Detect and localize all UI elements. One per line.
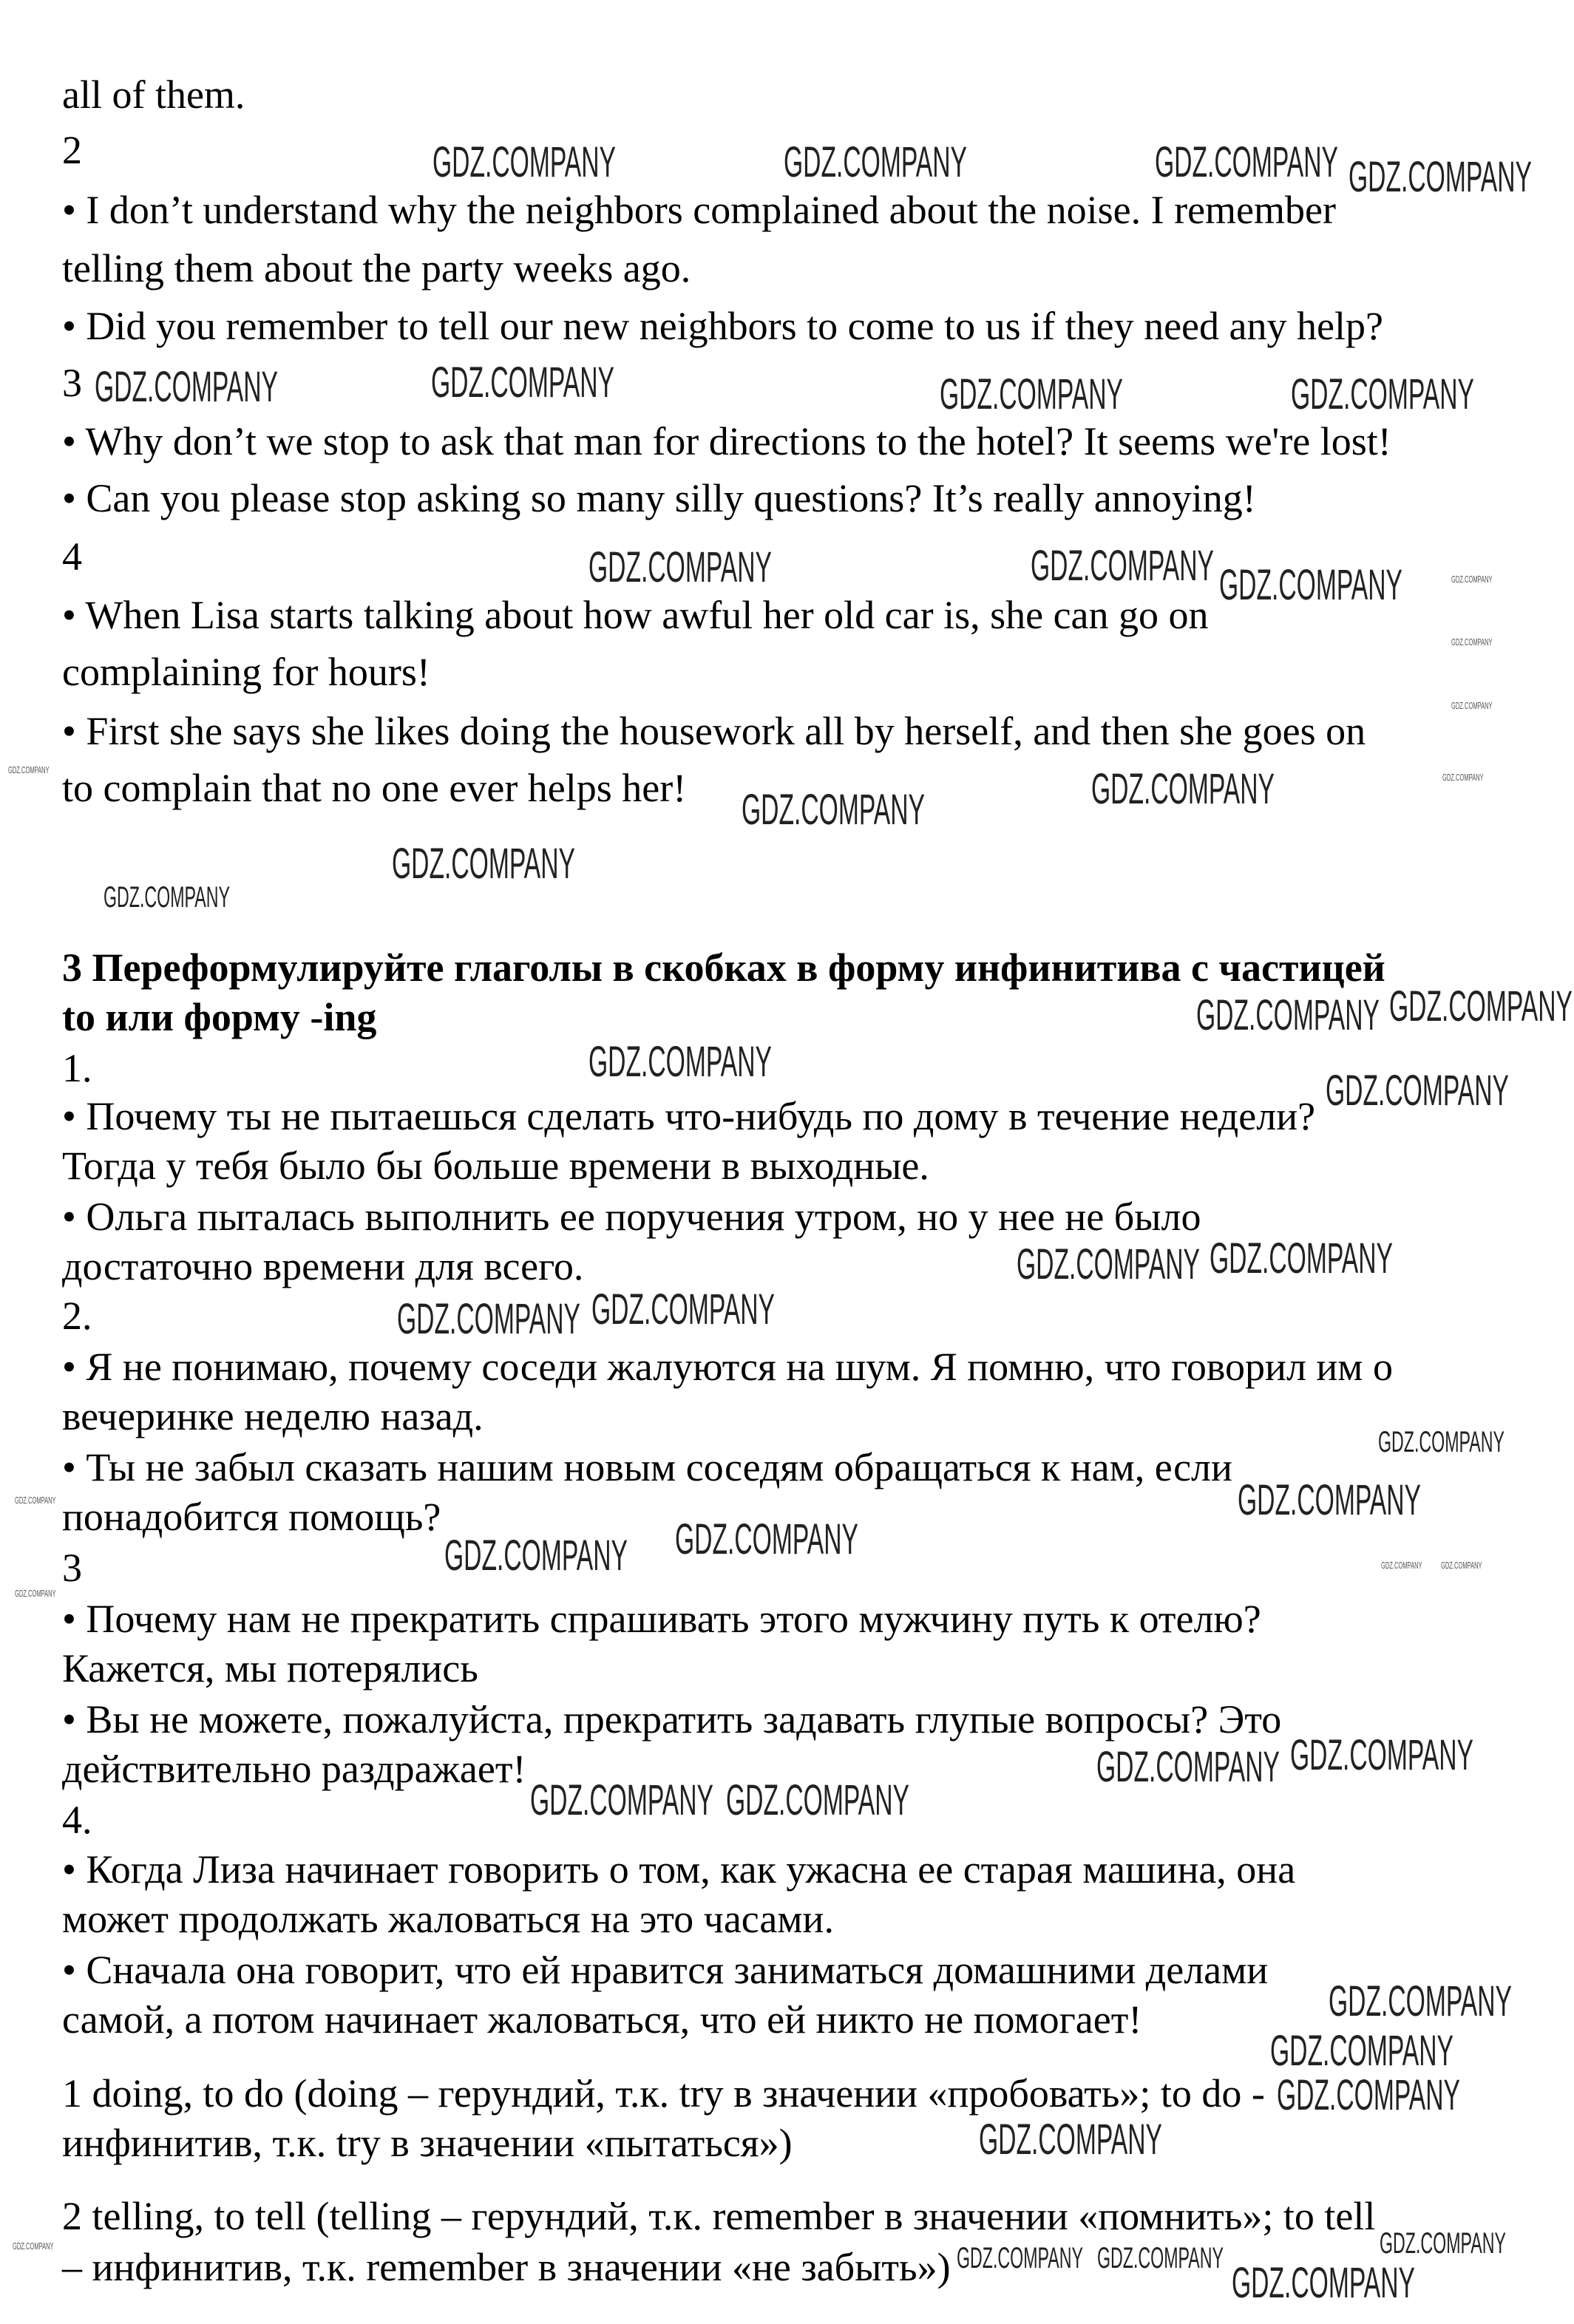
watermark: GDZ.COMPANY	[1096, 1743, 1280, 1791]
text-line: • Why don’t we stop to ask that man for directions to the hotel? It seems we're lost!	[62, 419, 1391, 463]
text-line: • Вы не можете, пожалуйста, прекратить задавать глупые вопросы? Это	[62, 1697, 1282, 1742]
watermark: GDZ.COMPANY	[1210, 1234, 1393, 1282]
text-line: действительно раздражает!	[62, 1747, 526, 1791]
text-line: • Did you remember to tell our new neighbors to come to us if they need any help?	[62, 304, 1383, 348]
text-line: 3	[62, 1546, 82, 1590]
watermark: GDZ.COMPANY	[104, 881, 231, 914]
watermark: GDZ.COMPANY	[957, 2242, 1084, 2274]
text-line: telling them about the party weeks ago.	[62, 246, 691, 290]
watermark: GDZ.COMPANY	[591, 1285, 775, 1333]
watermark: GDZ.COMPANY	[979, 2116, 1162, 2164]
text-line: • I don’t understand why the neighbors complained about the noise. I remember	[62, 188, 1336, 232]
watermark: GDZ.COMPANY	[13, 2240, 54, 2252]
watermark: GDZ.COMPANY	[1378, 1426, 1505, 1458]
watermark: GDZ.COMPANY	[1451, 636, 1493, 648]
watermark: GDZ.COMPANY	[397, 1295, 580, 1343]
text-line: может продолжать жаловаться на это часами.	[62, 1897, 834, 1941]
text-line: самой, а потом начинает жаловаться, что ей никто не помогает!	[62, 1997, 1142, 2042]
text-line: • When Lisa starts talking about how awful her old car is, she can go on	[62, 593, 1209, 637]
text-line: • Ольга пыталась выполнить ее поручения утром, но у нее не было	[62, 1195, 1201, 1239]
watermark: GDZ.COMPANY	[392, 840, 575, 888]
text-line: 2 telling, to tell (telling – герундий, т.к. remember в значении «помнить»; to tell	[62, 2194, 1376, 2238]
section-heading: 3 Переформулируйте глаголы в скобках в форму инфинитива с частицей	[62, 945, 1385, 990]
watermark: GDZ.COMPANY	[1381, 1560, 1422, 1571]
text-line: to complain that no one ever helps her!	[62, 766, 687, 810]
watermark: GDZ.COMPANY	[1091, 765, 1275, 813]
section-heading: to или форму -ing	[62, 995, 377, 1039]
text-line: 3	[62, 361, 82, 405]
text-line: – инфинитив, т.к. remember в значении «не забыть»)	[62, 2245, 951, 2289]
text-line: • Почему нам не прекратить спрашивать этого мужчину путь к отелю?	[62, 1597, 1261, 1641]
watermark: GDZ.COMPANY	[1196, 991, 1380, 1039]
text-line: • Когда Лиза начинает говорить о том, как ужасна ее старая машина, она	[62, 1847, 1296, 1892]
watermark: GDZ.COMPANY	[1380, 2227, 1507, 2260]
text-line: 4.	[62, 1798, 92, 1842]
text-line: Кажется, мы потерялись	[62, 1646, 478, 1691]
text-line: 4	[62, 534, 82, 579]
watermark: GDZ.COMPANY	[95, 363, 278, 411]
text-line: 1.	[62, 1046, 92, 1090]
watermark: GDZ.COMPANY	[432, 138, 616, 186]
watermark: GDZ.COMPANY	[15, 1588, 56, 1599]
watermark: GDZ.COMPANY	[1270, 2027, 1453, 2075]
watermark: GDZ.COMPANY	[1389, 982, 1573, 1030]
watermark: GDZ.COMPANY	[431, 359, 614, 407]
watermark: GDZ.COMPANY	[1349, 153, 1532, 201]
text-line: • Can you please stop asking so many silly questions? It’s really annoying!	[62, 476, 1256, 520]
watermark: GDZ.COMPANY	[530, 1776, 713, 1824]
watermark: GDZ.COMPANY	[742, 786, 925, 834]
watermark: GDZ.COMPANY	[1155, 138, 1338, 186]
watermark: GDZ.COMPANY	[1219, 561, 1402, 609]
text-line: 2	[62, 128, 82, 172]
watermark: GDZ.COMPANY	[444, 1532, 628, 1580]
text-line: достаточно времени для всего.	[62, 1244, 584, 1288]
text-line: all of them.	[62, 72, 245, 117]
watermark: GDZ.COMPANY	[1277, 2071, 1460, 2119]
watermark: GDZ.COMPANY	[1097, 2242, 1224, 2274]
watermark: GDZ.COMPANY	[1017, 1240, 1200, 1288]
text-line: • First she says she likes doing the housework all by herself, and then she goes on	[62, 709, 1366, 753]
watermark: GDZ.COMPANY	[726, 1776, 909, 1824]
text-line: • Ты не забыл сказать нашим новым соседям обращаться к нам, если	[62, 1445, 1232, 1489]
watermark: GDZ.COMPANY	[1451, 700, 1493, 711]
watermark: GDZ.COMPANY	[1232, 2259, 1415, 2307]
watermark: GDZ.COMPANY	[1290, 1731, 1473, 1779]
watermark: GDZ.COMPANY	[1238, 1476, 1421, 1524]
watermark: GDZ.COMPANY	[784, 138, 967, 186]
watermark: GDZ.COMPANY	[1031, 542, 1214, 590]
watermark: GDZ.COMPANY	[675, 1515, 858, 1563]
text-line: Тогда у тебя было бы больше времени в выходные.	[62, 1144, 929, 1188]
watermark: GDZ.COMPANY	[15, 1495, 56, 1506]
watermark: GDZ.COMPANY	[588, 543, 772, 591]
watermark: GDZ.COMPANY	[1442, 772, 1484, 783]
watermark: GDZ.COMPANY	[1329, 1977, 1512, 2025]
watermark: GDZ.COMPANY	[588, 1038, 772, 1086]
text-line: инфинитив, т.к. try в значении «пытаться»)	[62, 2121, 793, 2165]
watermark: GDZ.COMPANY	[1441, 1560, 1482, 1571]
text-line: 2.	[62, 1294, 92, 1338]
text-line: 1 doing, to do (doing – герундий, т.к. try в значении «пробовать»; to do -	[62, 2071, 1265, 2116]
watermark: GDZ.COMPANY	[940, 370, 1123, 418]
watermark: GDZ.COMPANY	[1291, 370, 1474, 418]
text-line: понадобится помощь?	[62, 1495, 441, 1539]
watermark: GDZ.COMPANY	[8, 764, 50, 775]
text-line: • Сначала она говорит, что ей нравится заниматься домашними делами	[62, 1948, 1269, 1992]
text-line: • Я не понимаю, почему соседи жалуются на шум. Я помню, что говорил им о	[62, 1345, 1393, 1389]
text-line: вечеринке неделю назад.	[62, 1394, 484, 1438]
watermark: GDZ.COMPANY	[1326, 1067, 1509, 1115]
text-line: • Почему ты не пытаешься сделать что-нибудь по дому в течение недели?	[62, 1094, 1316, 1138]
text-line: complaining for hours!	[62, 650, 430, 694]
watermark: GDZ.COMPANY	[1451, 574, 1493, 585]
